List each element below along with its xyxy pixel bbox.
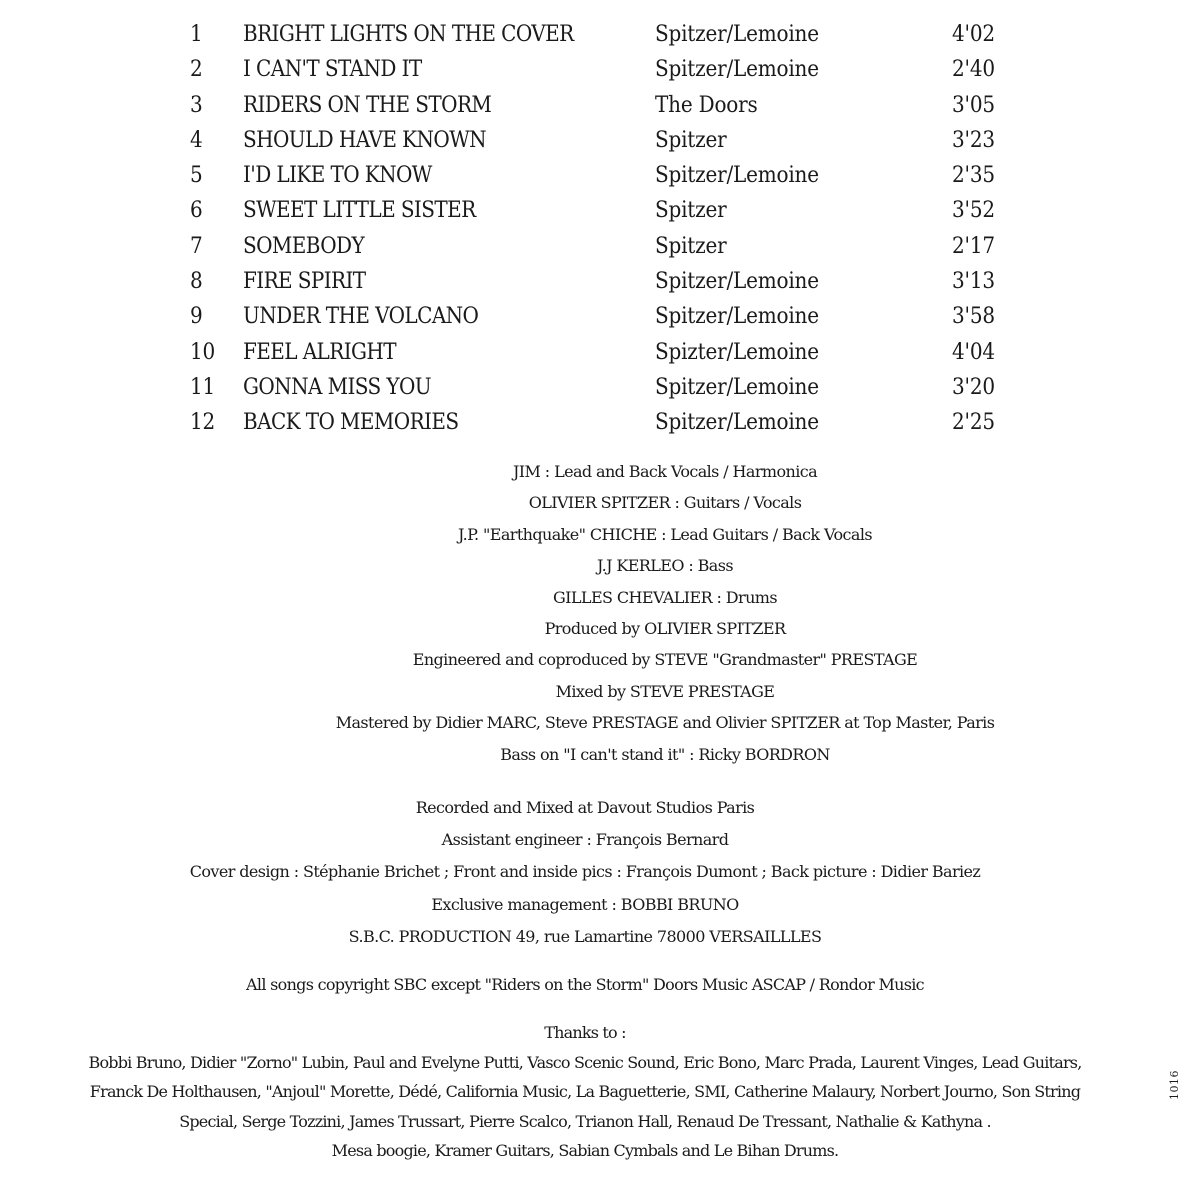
track-writer: Spitzer/Lemoine	[655, 160, 819, 188]
track-writer: Spitzer	[655, 195, 727, 223]
production-line: Exclusive management : BOBBI BRUNO	[431, 894, 739, 914]
track-row	[0, 14, 1200, 54]
track-title: SWEET LITTLE SISTER	[243, 195, 476, 223]
track-duration: 3'23	[952, 125, 995, 153]
track-number: 6	[190, 195, 203, 223]
band-credits	[0, 456, 1200, 770]
track-row	[0, 190, 1200, 230]
track-duration: 3'58	[952, 301, 995, 329]
track-duration: 3'13	[952, 266, 995, 294]
credit-line: Engineered and coproduced by STEVE "Grandmaster" PRESTAGE	[412, 650, 918, 670]
production-line: S.B.C. PRODUCTION 49, rue Lamartine 78000 VERSAILLLES	[348, 926, 822, 946]
track-row	[0, 296, 1200, 336]
thanks-line: Franck De Holthausen, "Anjoul" Morette, Dédé, California Music, La Baguetterie, SMI, Catherine Malaury, Norbert Journo, Son String	[89, 1082, 1081, 1101]
track-writer: Spitzer/Lemoine	[655, 372, 819, 400]
track-title: GONNA MISS YOU	[243, 372, 432, 400]
track-row	[0, 402, 1200, 442]
credit-line: GILLES CHEVALIER : Drums	[553, 587, 777, 607]
track-number: 2	[190, 54, 203, 82]
track-row	[0, 84, 1200, 124]
track-number: 10	[190, 337, 216, 365]
track-title: I'D LIKE TO KNOW	[243, 160, 432, 188]
track-title: FIRE SPIRIT	[243, 266, 366, 294]
track-duration: 3'52	[952, 195, 995, 223]
thanks-line: Bobbi Bruno, Didier "Zorno" Lubin, Paul and Evelyne Putti, Vasco Scenic Sound, Eric Bono, Marc Prada, Laurent Vinges, Lead Guitars,	[88, 1052, 1082, 1072]
track-title: UNDER THE VOLCANO	[243, 301, 479, 329]
credit-line: Mixed by STEVE PRESTAGE	[555, 681, 775, 701]
track-title: SHOULD HAVE KNOWN	[243, 125, 487, 153]
production-line: Recorded and Mixed at Davout Studios Paris	[415, 798, 755, 817]
thanks-heading: Thanks to :	[544, 1023, 626, 1042]
track-number: 3	[190, 90, 203, 117]
track-number: 9	[190, 301, 203, 329]
track-row	[0, 120, 1200, 160]
track-number: 4	[190, 125, 203, 153]
thanks-line: Special, Serge Tozzini, James Trussart, Pierre Scalco, Trianon Hall, Renaud De Tressant, Nathalie & Kathyna .	[179, 1111, 991, 1131]
track-row	[0, 155, 1200, 195]
track-writer: Spitzer/Lemoine	[655, 266, 819, 294]
track-duration: 2'17	[952, 231, 995, 259]
track-row	[0, 332, 1200, 372]
credit-line: Produced by OLIVIER SPITZER	[544, 618, 786, 638]
credit-line: JIM : Lead and Back Vocals / Harmonica	[512, 462, 818, 481]
credit-line: OLIVIER SPITZER : Guitars / Vocals	[528, 493, 802, 513]
track-duration: 4'02	[952, 19, 995, 47]
track-duration: 2'35	[952, 160, 995, 188]
track-row	[0, 261, 1200, 301]
credit-line: Bass on "I can't stand it" : Ricky BORDRON	[500, 744, 830, 764]
credit-line: J.P. "Earthquake" CHICHE : Lead Guitars / Back Vocals	[458, 524, 872, 544]
track-number: 8	[190, 266, 203, 294]
track-duration: 2'25	[952, 407, 995, 435]
track-number: 11	[190, 372, 216, 400]
catalog-number: 1016	[1168, 1070, 1181, 1100]
track-writer: The Doors	[655, 90, 758, 117]
production-credits	[0, 792, 1200, 953]
track-duration: 3'05	[952, 90, 995, 117]
track-duration: 4'04	[952, 337, 995, 365]
track-title: I CAN'T STAND IT	[243, 54, 422, 82]
tracklist	[0, 16, 1200, 440]
track-writer: Spizter/Lemoine	[655, 337, 819, 365]
production-line: Cover design : Stéphanie Brichet ; Front and inside pics : François Dumont ; Back picture : Didier Bariez	[189, 862, 981, 882]
credit-line: J.J KERLEO : Bass	[597, 556, 733, 576]
track-writer: Spitzer	[655, 125, 727, 153]
copyright-notice: All songs copyright SBC except "Riders on the Storm" Doors Music ASCAP / Rondor Music	[246, 975, 924, 994]
thanks-line: Mesa boogie, Kramer Guitars, Sabian Cymbals and Le Bihan Drums.	[331, 1141, 839, 1160]
track-title: SOMEBODY	[243, 231, 365, 259]
thanks-list	[0, 1048, 1170, 1166]
track-writer: Spitzer/Lemoine	[655, 407, 819, 435]
track-number: 7	[190, 231, 203, 259]
production-line: Assistant engineer : François Bernard	[441, 830, 729, 850]
track-writer: Spitzer/Lemoine	[655, 54, 819, 82]
track-number: 1	[190, 19, 203, 47]
track-number: 5	[190, 160, 203, 188]
track-writer: Spitzer/Lemoine	[655, 301, 819, 329]
track-title: RIDERS ON THE STORM	[243, 90, 492, 117]
thanks-section	[0, 1018, 1170, 1166]
track-row	[0, 367, 1200, 407]
credit-line: Mastered by Didier MARC, Steve PRESTAGE and Olivier SPITZER at Top Master, Paris	[335, 713, 995, 733]
track-duration: 2'40	[952, 54, 995, 82]
track-number: 12	[190, 407, 216, 435]
track-row	[0, 226, 1200, 266]
track-title: BRIGHT LIGHTS ON THE COVER	[243, 19, 574, 47]
track-title: FEEL ALRIGHT	[243, 337, 396, 365]
track-title: BACK TO MEMORIES	[243, 407, 459, 435]
track-writer: Spitzer	[655, 231, 727, 259]
track-writer: Spitzer/Lemoine	[655, 19, 819, 47]
track-row	[0, 49, 1200, 89]
track-duration: 3'20	[952, 372, 995, 400]
